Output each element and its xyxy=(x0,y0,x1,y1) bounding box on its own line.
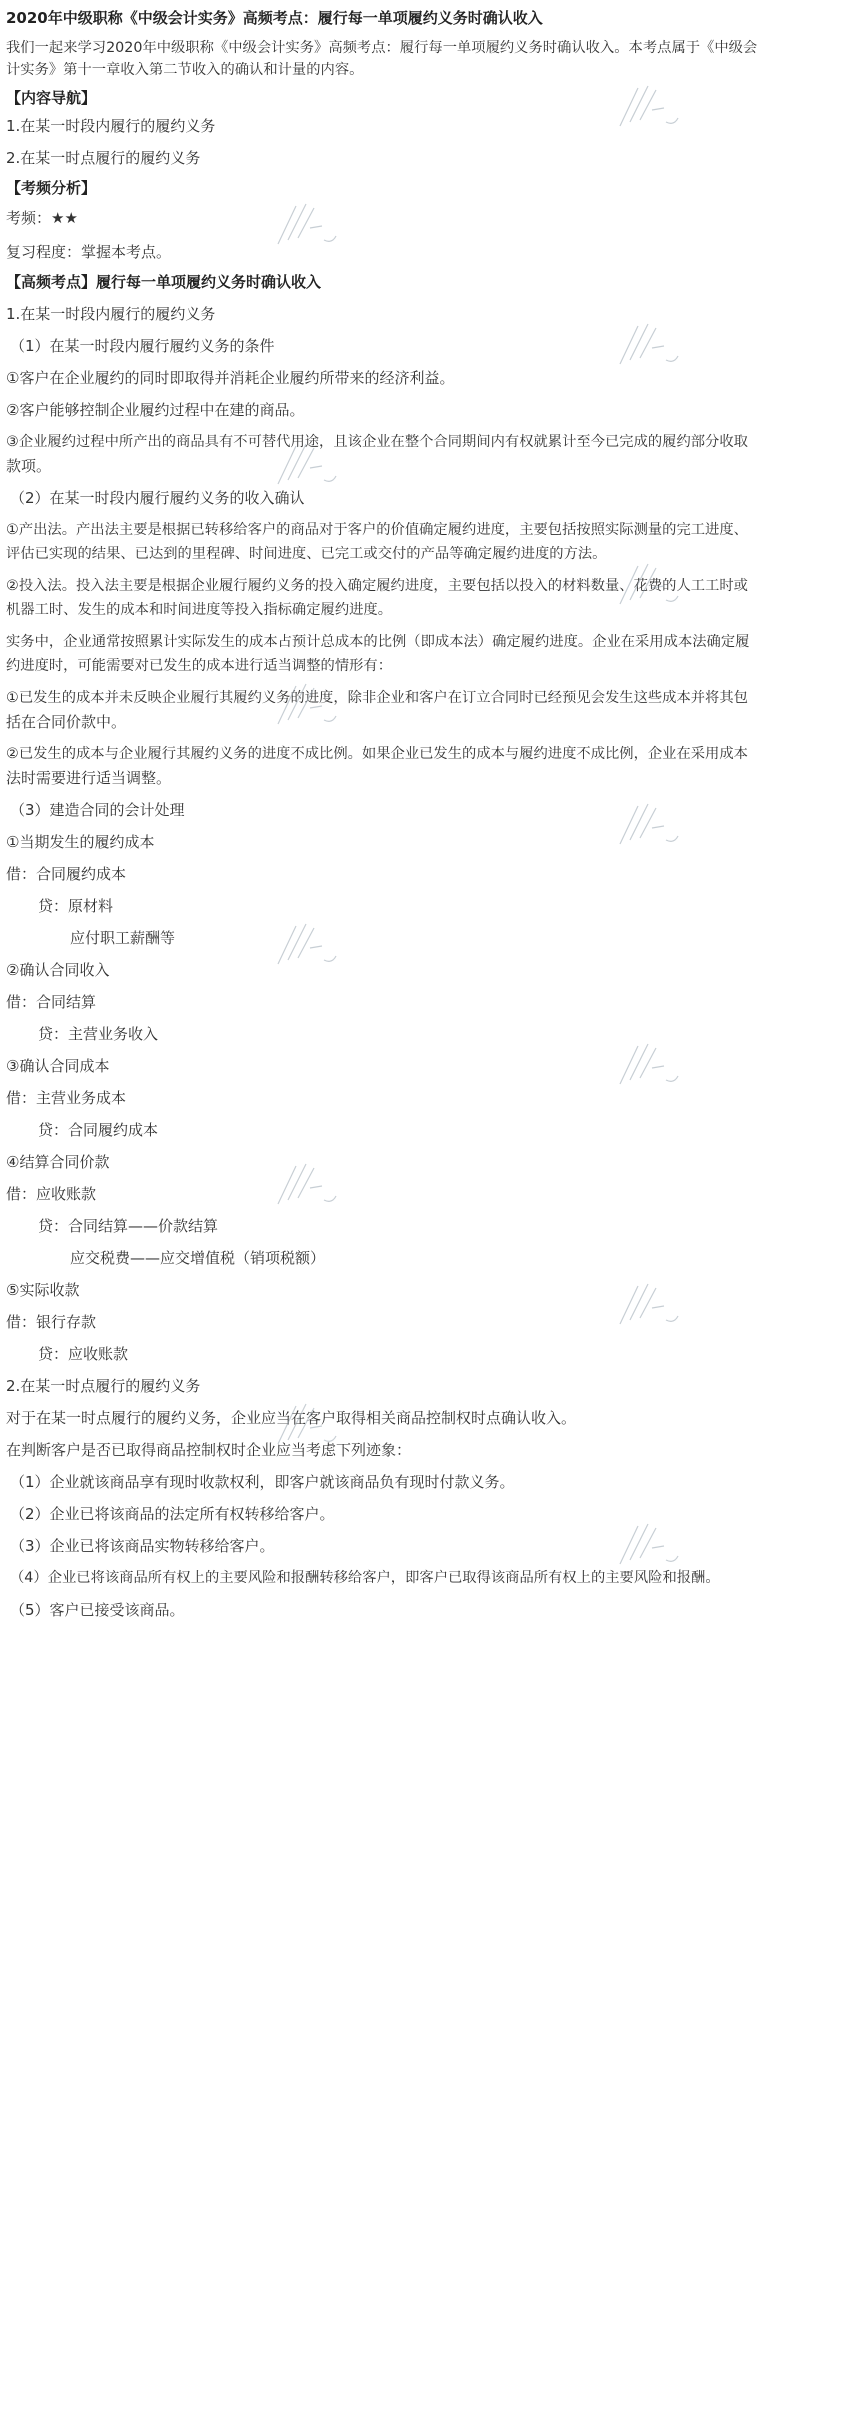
entry-4-credit-1: 贷：合同结算——价款结算 xyxy=(38,1217,219,1235)
entry-5-heading: ⑤实际收款 xyxy=(6,1281,80,1299)
entry-1-credit-2: 应付职工薪酬等 xyxy=(70,929,176,947)
watermark-icon xyxy=(270,1160,342,1212)
entry-1-debit: 借：合同履约成本 xyxy=(6,865,127,883)
watermark-icon xyxy=(612,800,684,852)
entry-3-credit: 贷：合同履约成本 xyxy=(38,1121,159,1139)
condition-3-line-1: ③企业履约过程中所产出的商品具有不可替代用途，且该企业在整个合同期间内有权就累计至今已完成的履约部分收取 xyxy=(6,434,748,450)
watermark-icon xyxy=(270,440,342,492)
entry-1-heading: ①当期发生的履约成本 xyxy=(6,833,155,851)
review-level: 复习程度：掌握本考点。 xyxy=(6,243,172,261)
entry-1-credit-1: 贷：原材料 xyxy=(38,897,114,915)
entry-3-debit: 借：主营业务成本 xyxy=(6,1089,127,1107)
watermark-icon xyxy=(270,920,342,972)
input-method-line-1: ②投入法。投入法主要是根据企业履行履约义务的投入确定履约进度，主要包括以投入的材料数量、花费的人工工时或 xyxy=(6,578,748,594)
intro-line-2: 计实务》第十一章收入第二节收入的确认和计量的内容。 xyxy=(6,62,364,78)
condition-2: ②客户能够控制企业履约过程中在建的商品。 xyxy=(6,401,305,419)
watermark-icon xyxy=(612,1280,684,1332)
point-2-heading: 2.在某一时点履行的履约义务 xyxy=(6,1377,201,1395)
input-method-line-2: 机器工时、发生的成本和时间进度等投入指标确定履约进度。 xyxy=(6,602,393,618)
indicator-5: （5）客户已接受该商品。 xyxy=(10,1601,185,1619)
watermark-icon xyxy=(270,680,342,732)
article-title: 2020年中级职称《中级会计实务》高频考点：履行每一单项履约义务时确认收入 xyxy=(6,9,543,27)
entry-3-heading: ③确认合同成本 xyxy=(6,1057,110,1075)
point-1-1-heading: （1）在某一时段内履行履约义务的条件 xyxy=(10,337,275,355)
adjustment-1-line-1: ①已发生的成本并未反映企业履行其履约义务的进度，除非企业和客户在订立合同时已经预见会发生这些成本并将其包 xyxy=(6,690,748,706)
intro-line-1: 我们一起来学习2020年中级职称《中级会计实务》高频考点：履行每一单项履约义务时确认收入。本考点属于《中级会 xyxy=(6,40,758,56)
watermark-icon xyxy=(612,1040,684,1092)
adjustment-1-line-2: 括在合同价款中。 xyxy=(6,713,127,731)
point-2-intro: 对于在某一时点履行的履约义务，企业应当在客户取得相关商品控制权时点确认收入。 xyxy=(6,1409,577,1427)
point-1-heading: 1.在某一时段内履行的履约义务 xyxy=(6,305,216,323)
section-heading-navigation: 【内容导航】 xyxy=(6,89,97,107)
cost-method-line-1: 实务中，企业通常按照累计实际发生的成本占预计总成本的比例（即成本法）确定履约进度。企业在采用成本法确定履 xyxy=(6,634,750,650)
watermark-icon xyxy=(612,320,684,372)
section-heading-frequency: 【考频分析】 xyxy=(6,179,97,197)
entry-2-credit: 贷：主营业务收入 xyxy=(38,1025,159,1043)
indicator-2: （2）企业已将该商品的法定所有权转移给客户。 xyxy=(10,1505,335,1523)
nav-item-2: 2.在某一时点履行的履约义务 xyxy=(6,149,201,167)
point-1-2-heading: （2）在某一时段内履行履约义务的收入确认 xyxy=(10,489,305,507)
cost-method-line-2: 约进度时，可能需要对已发生的成本进行适当调整的情形有： xyxy=(6,658,393,674)
entry-4-debit: 借：应收账款 xyxy=(6,1185,97,1203)
indicator-3: （3）企业已将该商品实物转移给客户。 xyxy=(10,1537,275,1555)
watermark-icon xyxy=(612,560,684,612)
output-method-line-2: 评估已实现的结果、已达到的里程碑、时间进度、已完工或交付的产品等确定履约进度的方法。 xyxy=(6,546,607,562)
point-1-3-heading: （3）建造合同的会计处理 xyxy=(10,801,185,819)
adjustment-2-line-2: 法时需要进行适当调整。 xyxy=(6,769,172,787)
entry-5-credit: 贷：应收账款 xyxy=(38,1345,129,1363)
entry-4-credit-2: 应交税费——应交增值税（销项税额） xyxy=(70,1249,326,1267)
entry-4-heading: ④结算合同价款 xyxy=(6,1153,110,1171)
adjustment-2-line-1: ②已发生的成本与企业履行其履约义务的进度不成比例。如果企业已发生的成本与履约进度不成比例，企业在采用成本 xyxy=(6,746,748,762)
point-2-indicators-intro: 在判断客户是否已取得商品控制权时企业应当考虑下列迹象： xyxy=(6,1441,412,1459)
watermark-icon xyxy=(270,200,342,252)
section-heading-key-point: 【高频考点】履行每一单项履约义务时确认收入 xyxy=(6,273,322,291)
watermark-icon xyxy=(612,1520,684,1572)
entry-2-debit: 借：合同结算 xyxy=(6,993,97,1011)
frequency-rating: 考频：★★ xyxy=(6,209,78,227)
indicator-4: （4）企业已将该商品所有权上的主要风险和报酬转移给客户，即客户已取得该商品所有权上的主要风险和报酬。 xyxy=(10,1570,720,1586)
watermark-icon xyxy=(270,1400,342,1452)
entry-5-debit: 借：银行存款 xyxy=(6,1313,97,1331)
condition-3-line-2: 款项。 xyxy=(6,457,52,475)
indicator-1: （1）企业就该商品享有现时收款权利，即客户就该商品负有现时付款义务。 xyxy=(10,1473,515,1491)
nav-item-1: 1.在某一时段内履行的履约义务 xyxy=(6,117,216,135)
condition-1: ①客户在企业履约的同时即取得并消耗企业履约所带来的经济利益。 xyxy=(6,369,455,387)
watermark-icon xyxy=(612,82,684,134)
entry-2-heading: ②确认合同收入 xyxy=(6,961,110,979)
output-method-line-1: ①产出法。产出法主要是根据已转移给客户的商品对于客户的价值确定履约进度，主要包括按照实际测量的完工进度、 xyxy=(6,522,748,538)
